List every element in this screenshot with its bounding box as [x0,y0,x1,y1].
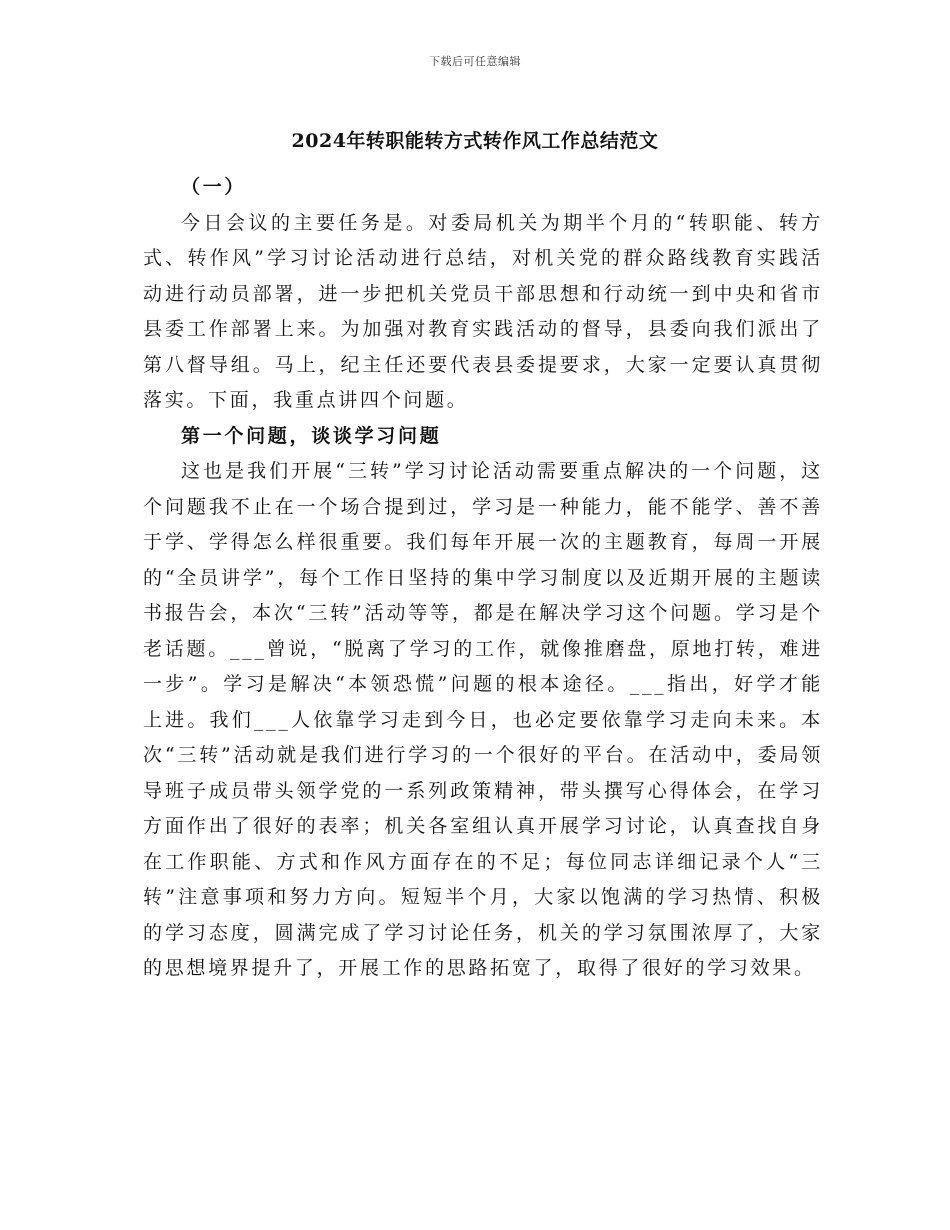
body-paragraph: 这也是我们开展“三转”学习讨论活动需要重点解决的一个问题，这个问题我不止在一个场合提到过，学习是一种能力，能不能学、善不善于学、学得怎么样很重要。我们每年开展一次的主题教育，每周一开展的“全员讲学”，每个工作日坚持的集中学习制度以及近期开展的主题读书报告会，本次“三转”活动等等，都是在解决学习这个问题。学习是个老话题。___曾说，“脱离了学习的工作，就像推磨盘，原地打转，难进一步”。学习是解决“本领恐慌”问题的根本途径。___指出，好学才能上进。我们___人依靠学习走到今日，也必定要依靠学习走向未来。本次“三转”活动就是我们进行学习的一个很好的平台。在活动中，委局领导班子成员带头领学党的一系列政策精神，带头撰写心得体会，在学习方面作出了很好的表率；机关各室组认真开展学习讨论，认真查找自身在工作职能、方式和作风方面存在的不足；每位同志详细记录个人“三转”注意事项和努力方向。短短半个月，大家以饱满的学习热情、积极的学习态度，圆满完成了学习讨论任务，机关的学习氛围浓厚了，大家的思想境界提升了，开展工作的思路拓宽了，取得了很好的学习效果。 [143,460,823,979]
document-title: 2024年转职能转方式转作风工作总结范文 [291,130,659,152]
header-note: 下载后可任意编辑 [429,55,521,68]
section-label: （一） [181,176,247,198]
section-heading: 第一个问题，谈谈学习问题 [181,424,442,447]
document-body [143,170,823,987]
intro-paragraph: 今日会议的主要任务是。对委局机关为期半个月的“转职能、转方式、转作风”学习讨论活动进行总结，对机关党的群众路线教育实践活动进行动员部署，进一步把机关党员干部思想和行动统一到中央和省市县委工作部署上来。为加强对教育实践活动的督导，县委向我们派出了第八督导组。马上，纪主任还要代表县委提要求，大家一定要认真贯彻落实。下面，我重点讲四个问题。 [143,211,823,411]
